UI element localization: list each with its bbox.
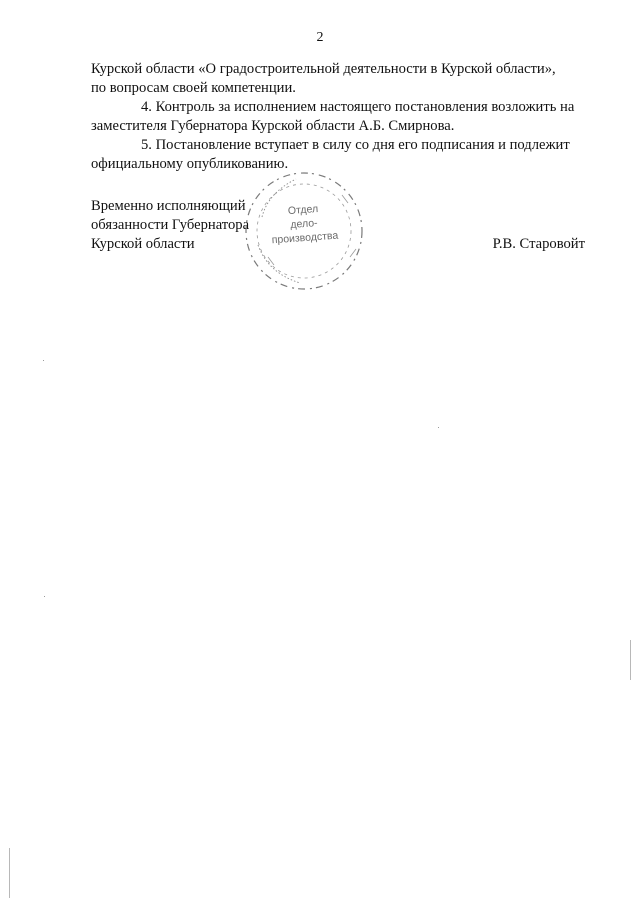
paragraph-item-4 — [91, 98, 585, 136]
paragraph-line: заместителя Губернатора Курской области А.Б. Смирнова. — [91, 118, 455, 134]
paragraph-line: 4. Контроль за исполнением настоящего постановления возложить на — [141, 99, 575, 115]
stamp-line: производства — [271, 229, 339, 247]
page-number: 2 — [316, 30, 324, 45]
paragraph-line: Курской области «О градостроительной деятельности в Курской области», — [91, 61, 556, 77]
signer-position-line: Временно исполняющий — [91, 198, 246, 214]
paragraph-continuation — [91, 60, 585, 98]
signature-block — [91, 197, 585, 254]
scan-speck — [44, 596, 45, 597]
signer-name: Р.В. Старовойт — [492, 236, 585, 252]
stamp-line: Отдел — [287, 202, 319, 218]
signer-position-line: Курской области — [91, 236, 195, 252]
scan-speck — [43, 360, 44, 361]
paragraph-line: официальному опубликованию. — [91, 156, 289, 172]
paragraph-line: 5. Постановление вступает в силу со дня его подписания и подлежит — [141, 137, 570, 153]
paragraph-line: по вопросам своей компетенции. — [91, 80, 296, 96]
scan-margin-mark — [630, 640, 631, 680]
scan-speck — [438, 427, 439, 428]
signer-position-line: обязанности Губернатора — [91, 217, 250, 233]
stamp-line: дело- — [290, 217, 318, 231]
body-text — [91, 60, 585, 174]
scan-margin-mark — [9, 848, 10, 898]
